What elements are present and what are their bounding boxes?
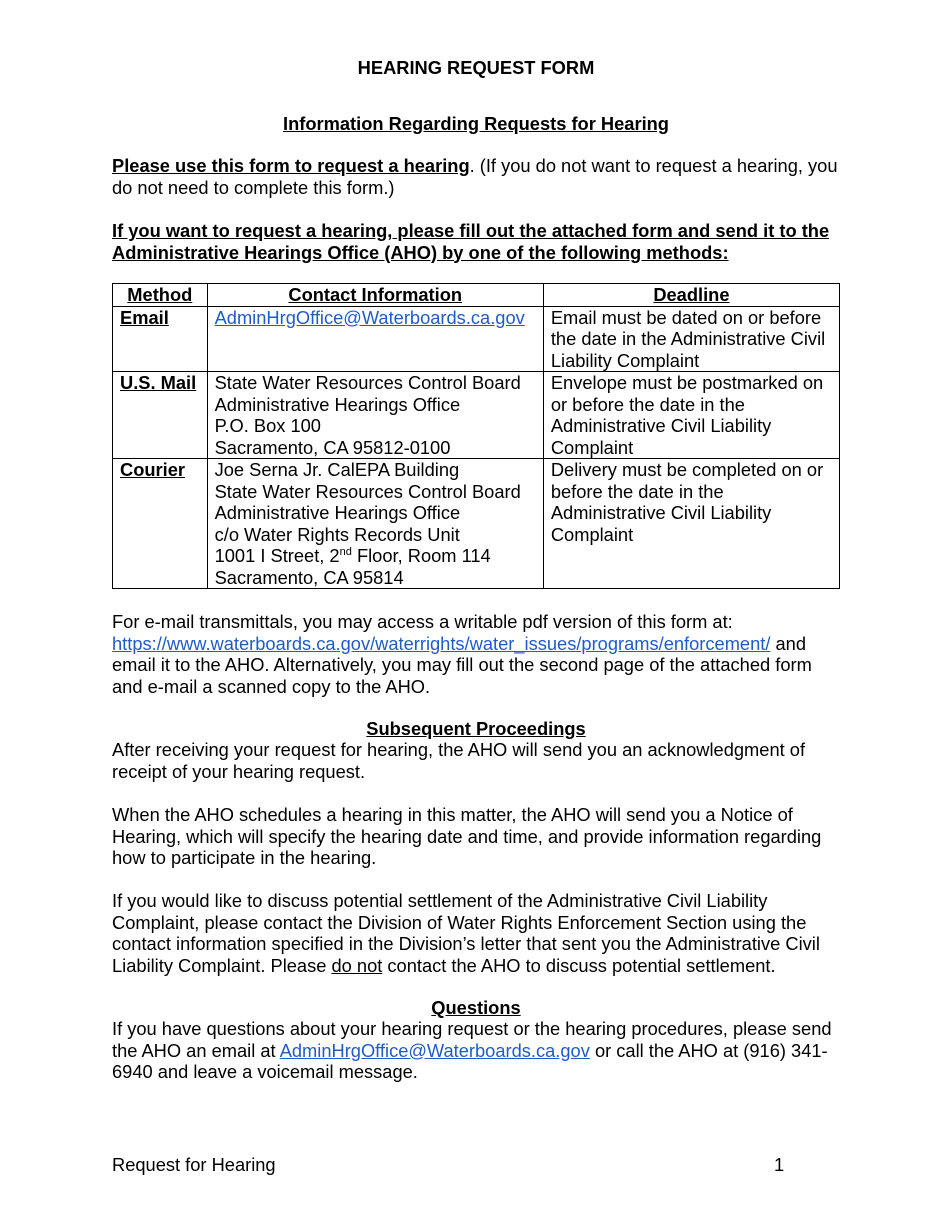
- contact-email: [207, 306, 543, 372]
- footer-title: Request for Hearing: [112, 1154, 276, 1175]
- subsequent-p2: When the AHO schedules a hearing in this matter, the AHO will send you a Notice of Hearing, which will specify the hearing date and time, and provide information regarding how to participate in the hearing.: [112, 804, 822, 868]
- table-row-mail: [113, 372, 840, 459]
- methods-table: [112, 283, 840, 589]
- deadline-mail: Envelope must be postmarked on or before the date in the Administrative Civil Liability Complaint: [543, 372, 839, 459]
- subsequent-p3: If you would like to discuss potential settlement of the Administrative Civil Liability Complaint, please contact the Division of Water Rights Enforcement Section using the contact information specified in the Division’s letter that sent you the Administrative Civil Liability Complaint. Please do not contact the AHO to discuss potential settlement.: [112, 890, 820, 976]
- contact-mail: [207, 372, 543, 459]
- table-header-row: [113, 284, 840, 307]
- subsequent-p1: After receiving your request for hearing, the AHO will send you an acknowledgment of receipt of your hearing request.: [112, 739, 806, 782]
- courier-city: Sacramento, CA 95814: [214, 566, 404, 588]
- intro-rest: . (If you do not want to request a hearing, you do not need to complete this form.): [112, 155, 838, 198]
- mail-line: Administrative Hearings Office: [214, 393, 461, 415]
- mail-line: P.O. Box 100: [214, 415, 321, 436]
- email-link[interactable]: AdminHrgOffice@Waterboards.ca.gov: [214, 306, 525, 328]
- page-number: 1: [774, 1154, 785, 1175]
- courier-line: Joe Serna Jr. CalEPA Building: [214, 459, 460, 480]
- method-email: Email: [113, 306, 208, 372]
- method-mail: U.S. Mail: [113, 372, 208, 459]
- courier-line: c/o Water Rights Records Unit: [214, 523, 460, 545]
- do-not-text: do not: [331, 954, 383, 976]
- intro-paragraph: [112, 155, 840, 198]
- deadline-courier: Delivery must be completed on or before the date in the Administrative Civil Liability Complaint: [543, 459, 839, 589]
- deadline-email: Email must be dated on or before the date in the Administrative Civil Liability Complaint: [543, 306, 839, 372]
- form-title: HEARING REQUEST FORM: [357, 57, 595, 78]
- subsequent-heading: Subsequent Proceedings: [366, 718, 586, 739]
- mail-line: State Water Resources Control Board: [214, 372, 521, 393]
- header-deadline: Deadline: [543, 284, 839, 307]
- courier-line: State Water Resources Control Board: [214, 480, 521, 502]
- courier-line: Administrative Hearings Office: [214, 502, 461, 523]
- table-row-courier: [113, 459, 840, 589]
- intro-lead: Please use this form to request a hearing: [112, 155, 470, 176]
- questions-paragraph: If you have questions about your hearing request or the hearing procedures, please send the AHO an email at AdminHrgOffice@Waterboards.ca.gov or call the AHO at (916) 341-6940 and leave a voicemail message.: [112, 1018, 832, 1082]
- method-courier: Courier: [113, 459, 208, 589]
- header-contact: Contact Information: [207, 284, 543, 307]
- enforcement-link[interactable]: https://www.waterboards.ca.gov/waterrights/water_issues/programs/enforcement/: [112, 632, 771, 654]
- contact-courier: [207, 459, 543, 589]
- courier-street: 1001 I Street, 2nd Floor, Room 114: [214, 545, 491, 566]
- questions-email-link[interactable]: AdminHrgOffice@Waterboards.ca.gov: [279, 1039, 590, 1061]
- table-row-email: [113, 306, 840, 372]
- mail-line: Sacramento, CA 95812-0100: [214, 436, 451, 458]
- questions-heading: Questions: [431, 997, 521, 1018]
- transmittal-rest: and email it to the AHO. Alternatively, you may fill out the second page of the attached form and e-mail a scanned copy to the AHO.: [112, 632, 812, 697]
- header-method: Method: [113, 284, 208, 307]
- transmittal-line1: For e-mail transmittals, you may access a writable pdf version of this form at:: [112, 611, 733, 632]
- info-subtitle: Information Regarding Requests for Hearing: [283, 113, 669, 134]
- transmittal-paragraph: [112, 611, 840, 697]
- instruction-paragraph: If you want to request a hearing, please fill out the attached form and send it to the Administrative Hearings Office (AHO) by one of the following methods:: [112, 220, 830, 263]
